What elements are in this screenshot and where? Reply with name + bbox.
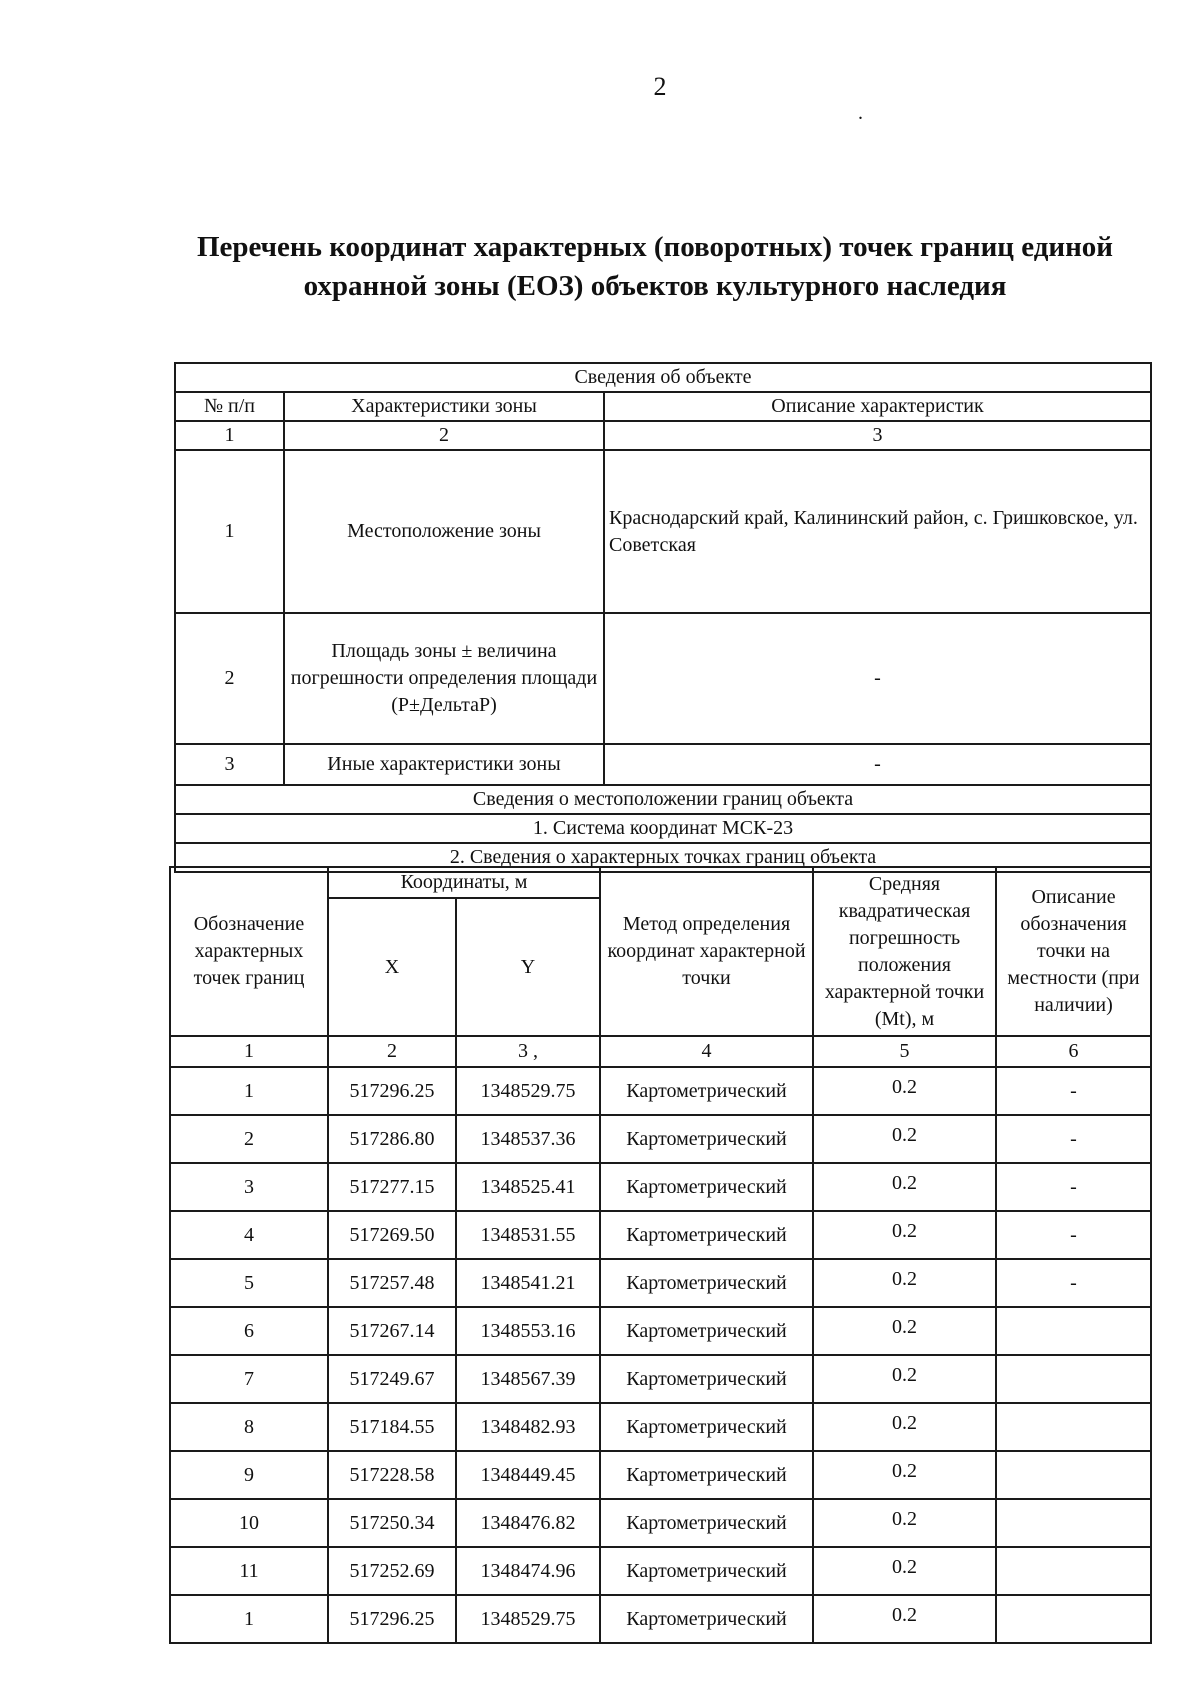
coord-x: 517228.58: [328, 1451, 456, 1499]
page-number: 2: [653, 72, 667, 101]
coord-y: 1348567.39: [456, 1355, 600, 1403]
method: Картометрический: [600, 1115, 813, 1163]
point-number: 1: [170, 1067, 328, 1115]
mt-value: 0.2: [813, 1355, 996, 1403]
row-name: Местоположение зоны: [284, 450, 604, 613]
coord-x: 517184.55: [328, 1403, 456, 1451]
col-number: 2: [284, 421, 604, 450]
col-number: 1: [170, 1036, 328, 1067]
mt-value: 0.2: [813, 1163, 996, 1211]
location-title-row: [175, 785, 1151, 814]
header-point-description: Описание обозначения точки на местности (при наличии): [996, 867, 1151, 1036]
row-num: 3: [175, 744, 284, 785]
coord-x: 517277.15: [328, 1163, 456, 1211]
point-number: 1: [170, 1595, 328, 1643]
header-coordinates: Координаты, м: [328, 867, 600, 898]
point-description: [996, 1499, 1151, 1547]
coord-y: 1348525.41: [456, 1163, 600, 1211]
mt-value: 0.2: [813, 1307, 996, 1355]
point-description: [996, 1595, 1151, 1643]
table-row: [170, 1115, 1151, 1163]
point-description: [996, 1355, 1151, 1403]
object-info-table: [174, 362, 1152, 873]
table-row: [170, 1403, 1151, 1451]
header-y: Y: [456, 898, 600, 1036]
point-number: 6: [170, 1307, 328, 1355]
row-name: Иные характеристики зоны: [284, 744, 604, 785]
header-description: Описание характеристик: [604, 392, 1151, 421]
table-row: [170, 1259, 1151, 1307]
header-characteristics: Характеристики зоны: [284, 392, 604, 421]
coord-y: 1348541.21: [456, 1259, 600, 1307]
point-description: -: [996, 1163, 1151, 1211]
point-number: 7: [170, 1355, 328, 1403]
coord-y: 1348529.75: [456, 1067, 600, 1115]
row-value: Краснодарский край, Калининский район, с. Гришковское, ул. Советская: [604, 450, 1151, 613]
col-number: 1: [175, 421, 284, 450]
point-number: 5: [170, 1259, 328, 1307]
header-row: [175, 392, 1151, 421]
header-designation: Обозначение характерных точек границ: [170, 867, 328, 1036]
point-number: 8: [170, 1403, 328, 1451]
point-description: [996, 1547, 1151, 1595]
method: Картометрический: [600, 1211, 813, 1259]
table-row: [170, 1451, 1151, 1499]
table-row: [170, 1211, 1151, 1259]
coord-y: 1348482.93: [456, 1403, 600, 1451]
coord-system-row: [175, 814, 1151, 843]
point-description: -: [996, 1211, 1151, 1259]
header-row: [170, 867, 1151, 898]
point-number: 11: [170, 1547, 328, 1595]
stray-mark: .: [858, 102, 863, 124]
mt-value: 0.2: [813, 1211, 996, 1259]
points-body: [170, 1067, 1151, 1643]
row-value: -: [604, 744, 1151, 785]
header-mt: Средняя квадратическая погрешность положения характерной точки (Mt), м: [813, 867, 996, 1036]
column-number-row: [170, 1036, 1151, 1067]
row-num: 2: [175, 613, 284, 744]
method: Картометрический: [600, 1163, 813, 1211]
point-number: 4: [170, 1211, 328, 1259]
mt-value: 0.2: [813, 1499, 996, 1547]
mt-value: 0.2: [813, 1451, 996, 1499]
coord-x: 517257.48: [328, 1259, 456, 1307]
coord-system: 1. Система координат МСК-23: [175, 814, 1151, 843]
coord-x: 517250.34: [328, 1499, 456, 1547]
mt-value: 0.2: [813, 1595, 996, 1643]
point-number: 10: [170, 1499, 328, 1547]
coord-x: 517296.25: [328, 1595, 456, 1643]
table-row: [175, 450, 1151, 613]
point-description: -: [996, 1115, 1151, 1163]
coord-y: 1348553.16: [456, 1307, 600, 1355]
method: Картометрический: [600, 1355, 813, 1403]
table-row: [175, 744, 1151, 785]
point-description: -: [996, 1067, 1151, 1115]
point-description: [996, 1403, 1151, 1451]
point-description: [996, 1307, 1151, 1355]
col-number: 2: [328, 1036, 456, 1067]
coord-y: 1348531.55: [456, 1211, 600, 1259]
method: Картометрический: [600, 1307, 813, 1355]
method: Картометрический: [600, 1403, 813, 1451]
mt-value: 0.2: [813, 1403, 996, 1451]
document-title: Перечень координат характерных (поворотных) точек границ единой охранной зоны (ЕОЗ) объектов культурного наследия: [196, 231, 1114, 302]
header-num: № п/п: [175, 392, 284, 421]
method: Картометрический: [600, 1547, 813, 1595]
method: Картометрический: [600, 1499, 813, 1547]
table-row: [175, 613, 1151, 744]
coord-x: 517249.67: [328, 1355, 456, 1403]
method: Картометрический: [600, 1259, 813, 1307]
points-table: [169, 866, 1152, 1644]
row-name: Площадь зоны ± величина погрешности определения площади (Р±ДельтаР): [284, 613, 604, 744]
col-number: 5: [813, 1036, 996, 1067]
coord-y: 1348537.36: [456, 1115, 600, 1163]
table-row: [170, 1595, 1151, 1643]
section-header-row: [175, 363, 1151, 392]
table-row: [170, 1547, 1151, 1595]
coord-y: 1348476.82: [456, 1499, 600, 1547]
mt-value: 0.2: [813, 1115, 996, 1163]
table-row: [170, 1307, 1151, 1355]
coord-y: 1348449.45: [456, 1451, 600, 1499]
coord-y: 1348474.96: [456, 1547, 600, 1595]
coord-y: 1348529.75: [456, 1595, 600, 1643]
point-description: -: [996, 1259, 1151, 1307]
col-number: 3 ,: [456, 1036, 600, 1067]
mt-value: 0.2: [813, 1067, 996, 1115]
section-title-object: Сведения об объекте: [175, 363, 1151, 392]
section-title-location: Сведения о местоположении границ объекта: [175, 785, 1151, 814]
method: Картометрический: [600, 1595, 813, 1643]
header-x: X: [328, 898, 456, 1036]
col-number: 4: [600, 1036, 813, 1067]
table-row: [170, 1067, 1151, 1115]
method: Картометрический: [600, 1451, 813, 1499]
point-description: [996, 1451, 1151, 1499]
coord-x: 517296.25: [328, 1067, 456, 1115]
mt-value: 0.2: [813, 1547, 996, 1595]
point-number: 3: [170, 1163, 328, 1211]
method: Картометрический: [600, 1067, 813, 1115]
table-row: [170, 1499, 1151, 1547]
coord-x: 517252.69: [328, 1547, 456, 1595]
col-number: 3: [604, 421, 1151, 450]
coord-x: 517269.50: [328, 1211, 456, 1259]
mt-value: 0.2: [813, 1259, 996, 1307]
section-title-points: 2. Сведения о характерных точках границ объекта: [175, 843, 1151, 872]
coord-x: 517286.80: [328, 1115, 456, 1163]
table-row: [170, 1355, 1151, 1403]
header-method: Метод определения координат характерной точки: [600, 867, 813, 1036]
table-row: [170, 1163, 1151, 1211]
coord-x: 517267.14: [328, 1307, 456, 1355]
point-number: 2: [170, 1115, 328, 1163]
row-value: -: [604, 613, 1151, 744]
row-num: 1: [175, 450, 284, 613]
col-number: 6: [996, 1036, 1151, 1067]
column-number-row: [175, 421, 1151, 450]
point-number: 9: [170, 1451, 328, 1499]
